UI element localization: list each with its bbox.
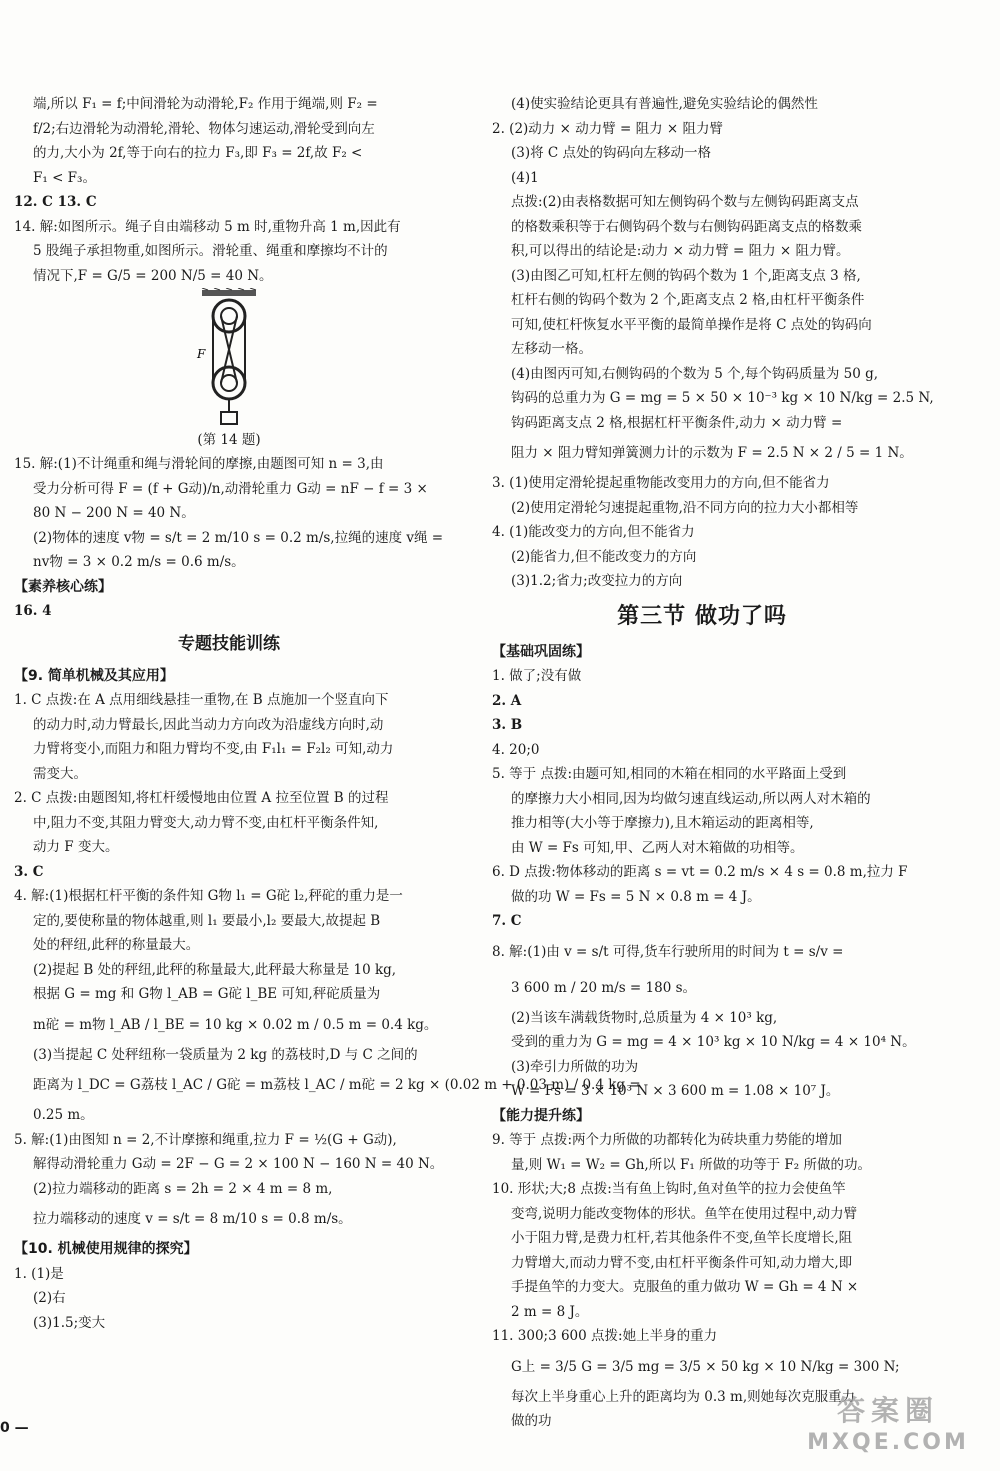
text-line: 80 N − 200 N = 40 N。: [33, 505, 195, 521]
text-line: 动力 F 变大。: [33, 839, 119, 855]
text-line: 积,可以得出的结论是:动力 × 动力臂 = 阻力 × 阻力臂。: [511, 243, 850, 259]
text-line: 量,则 W₁ = W₂ = Gh,所以 F₁ 所做的功等于 F₂ 所做的功。: [511, 1156, 871, 1173]
text-line: 中,阻力不变,其阻力臂变大,动力臂不变,由杠杆平衡条件知,: [33, 814, 379, 831]
text-line: 11. 300;3 600 点拨:她上半身的重力: [492, 1328, 718, 1344]
right-column: [492, 92, 934, 1434]
text-line: (2)当该车满载货物时,总质量为 4 × 10³ kg,: [511, 1009, 778, 1026]
text-line: 3. C: [14, 863, 44, 880]
text-line: 做的功: [511, 1413, 552, 1429]
text-line: 2. C 点拨:由题图知,将杠杆缓慢地由位置 A 拉至位置 B 的过程: [14, 790, 389, 806]
section-heading: 【9. 简单机械及其应用】: [14, 667, 174, 684]
text-line: (2)提起 B 处的秤纽,此秤的称量最大,此秤最大称量是 10 kg,: [33, 961, 397, 978]
text-line: 解得动滑轮重力 G动 = 2F − G = 2 × 100 N − 160 N = 40 N。: [33, 1156, 444, 1172]
text-line: 推力相等(大小等于摩擦力),且木箱运动的距离相等,: [511, 815, 814, 831]
text-line: 钩码距离支点 2 格,根据杠杆平衡条件,动力 × 动力臂 =: [511, 414, 843, 431]
text-line: 拉力端移动的速度 v = s/t = 8 m/10 s = 0.8 m/s。: [33, 1211, 352, 1227]
text-line: 7. C: [492, 913, 522, 929]
text-line: 4. 20;0: [492, 741, 540, 758]
watermark-text-cn: 答案圈: [836, 1394, 939, 1427]
text-line: (4)1: [511, 169, 539, 186]
text-line: F₁ < F₃。: [33, 169, 96, 186]
text-line: 受力分析可得 F = (f + G动)/n,动滑轮重力 G动 = nF − f = 3 ×: [33, 480, 428, 497]
text-line: 1. C 点拨:在 A 点用细线悬挂一重物,在 B 点施加一个竖直向下: [14, 692, 389, 708]
text-line: 3 600 m / 20 m/s = 180 s。: [511, 979, 696, 996]
text-line: 4. 解:(1)根据杠杆平衡的条件知 G物 l₁ = G砣 l₂,秤砣的重力是一: [14, 888, 403, 904]
text-line: 14. 解:如图所示。绳子自由端移动 5 m 时,重物升高 1 m,因此有: [14, 218, 401, 235]
text-line: (2)拉力端移动的距离 s = 2h = 2 × 4 m = 8 m,: [33, 1180, 333, 1197]
text-line: 小于阻力臂,是费力杠杆,若其他条件不变,鱼竿长度增长,阻: [511, 1230, 853, 1246]
text-line: 需变大。: [33, 765, 87, 782]
chapter-title: 第三节 做功了吗: [617, 603, 787, 629]
section-heading: 【素养核心练】: [14, 578, 112, 595]
text-line: 钩码的总重力为 G = mg = 5 × 50 × 10⁻³ kg × 10 N/kg = 2.5 N,: [511, 390, 934, 406]
text-line: 3. (1)使用定滑轮提起重物能改变用力的方向,但不能省力: [492, 475, 830, 491]
text-line: 4. (1)能改变力的方向,但不能省力: [492, 524, 695, 540]
watermark-text-url: MXQE.COM: [807, 1430, 969, 1455]
text-line: 1. (1)是: [14, 1265, 64, 1282]
text-line: 点拨:(2)由表格数据可知左侧钩码个数与左侧钩码距离支点: [511, 194, 859, 210]
text-line: 10. 形状;大;8 点拨:当有鱼上钩时,鱼对鱼竿的拉力会使鱼竿: [492, 1181, 846, 1197]
text-line: (4)由图丙可知,右侧钩码的个数为 5 个,每个钩码质量为 50 g,: [511, 365, 879, 382]
section-title: 专题技能训练: [178, 633, 280, 654]
text-line: (3)将 C 点处的钩码向左移动一格: [511, 145, 712, 161]
text-line: 3. B: [492, 717, 523, 733]
text-line: 2. (2)动力 × 动力臂 = 阻力 × 阻力臂: [492, 120, 723, 137]
text-line: 距离为 l_DC = G荔枝 l_AC / G砣 = m荔枝 l_AC / m砣 = 2 kg × (0.02 m + 0.03 m) / 0.4 kg =: [33, 1077, 641, 1093]
text-line: 5. 解:(1)由图知 n = 2,不计摩擦和绳重,拉力 F = ½(G + G动),: [14, 1131, 397, 1148]
text-line: 的摩擦力大小相同,因为均做匀速直线运动,所以两人对木箱的: [511, 790, 871, 807]
text-line: m砣 = m物 l_AB / l_BE = 10 kg × 0.02 m / 0.5 m = 0.4 kg。: [33, 1016, 438, 1033]
page-number-text: 0: [0, 1420, 10, 1436]
text-line: 1. 做了;没有做: [492, 668, 582, 684]
text-line: 每次上半身重心上升的距离均为 0.3 m,则她每次克服重力: [511, 1388, 856, 1405]
text-line: 由 W = Fs 可知,甲、乙两人对木箱做的功相等。: [511, 839, 804, 856]
text-line: 的力,大小为 2f,等于向右的拉力 F₃,即 F₃ = 2f,故 F₂ <: [33, 145, 363, 161]
text-line: 16. 4: [14, 603, 52, 619]
text-line: W = Fs = 3 × 10³ N × 3 600 m = 1.08 × 10⁷ J。: [511, 1083, 840, 1099]
text-line: 处的秤纽,此秤的称量最大。: [33, 937, 200, 953]
section-heading: 【10. 机械使用规律的探究】: [14, 1241, 198, 1257]
text-line: (2)能省力,但不能改变力的方向: [511, 548, 697, 565]
text-line: 变弯,说明力能改变物体的形状。鱼竿在使用过程中,动力臂: [511, 1205, 858, 1222]
text-line: 9. 等于 点拨:两个力所做的功都转化为砖块重力势能的增加: [492, 1132, 843, 1148]
text-line: (2)使用定滑轮匀速提起重物,沿不同方向的拉力大小都相等: [511, 499, 859, 516]
text-line: 8. 解:(1)由 v = s/t 可得,货车行驶所用的时间为 t = s/v =: [492, 943, 844, 960]
page-number: 0 —: [0, 1420, 29, 1436]
text-line: 做的功 W = Fs = 5 N × 0.8 m = 4 J。: [511, 888, 761, 905]
section-heading: 【基础巩固练】: [492, 643, 590, 660]
text-line: (2)右: [33, 1290, 66, 1306]
text-line: f/2;右边滑轮为动滑轮,滑轮、物体匀速运动,滑轮受到向左: [33, 120, 375, 137]
text-line: 6. D 点拨:物体移动的距离 s = vt = 0.2 m/s × 4 s = 0.8 m,拉力 F: [492, 864, 908, 880]
text-line: (3)由图乙可知,杠杆左侧的钩码个数为 1 个,距离支点 3 格,: [511, 267, 861, 284]
text-line: (4)使实验结论更具有普遍性,避免实验结论的偶然性: [511, 96, 818, 112]
text-line: 12. C 13. C: [14, 194, 97, 210]
figure-caption: (第 14 题): [197, 432, 261, 448]
text-line: nv物 = 3 × 0.2 m/s = 0.6 m/s。: [33, 554, 245, 570]
text-line: 左移动一格。: [511, 341, 592, 357]
text-line: 15. 解:(1)不计绳重和绳与滑轮间的摩擦,由题图可知 n = 3,由: [14, 456, 384, 472]
text-line: 端,所以 F₁ = f;中间滑轮为动滑轮,F₂ 作用于绳端,则 F₂ =: [33, 96, 378, 112]
text-line: 定的,要使称量的物体越重,则 l₁ 要最小,l₂ 要最大,故提起 B: [33, 912, 381, 929]
text-line: 5 股绳子承担物重,如图所示。滑轮重、绳重和摩擦均不计的: [33, 243, 388, 259]
text-line: 0.25 m。: [33, 1107, 94, 1123]
text-line: 的格数乘积等于右侧钩码个数与右侧钩码距离支点的格数乘: [511, 218, 862, 235]
text-line: 力臂增大,而动力臂不变,由杠杆平衡条件可知,动力增大,即: [511, 1254, 853, 1271]
text-line: 杠杆右侧的钩码个数为 2 个,距离支点 2 格,由杠杆平衡条件: [511, 292, 865, 308]
text-line: 的动力时,动力臂最长,因此当动力方向改为沿虚线方向时,动: [33, 716, 384, 733]
svg-text:F: F: [197, 347, 206, 361]
text-line: (3)当提起 C 处秤纽称一袋质量为 2 kg 的荔枝时,D 与 C 之间的: [33, 1046, 418, 1063]
text-line: 2. A: [492, 692, 522, 709]
text-line: 受到的重力为 G = mg = 4 × 10³ kg × 10 N/kg = 4 × 10⁴ N。: [511, 1034, 916, 1050]
text-line: (3)1.2;省力;改变拉力的方向: [511, 573, 683, 589]
text-line: 手提鱼竿的力变大。克服鱼的重力做功 W = Gh = 4 N ×: [511, 1279, 859, 1295]
text-line: 情况下,F = G/5 = 200 N/5 = 40 N。: [33, 267, 273, 284]
text-line: 根据 G = mg 和 G物 l_AB = G砣 l_BE 可知,秤砣质量为: [33, 986, 381, 1002]
text-line: 2 m = 8 J。: [511, 1303, 589, 1320]
text-line: 力臂将变小,而阻力和阻力臂均不变,由 F₁l₁ = F₂l₂ 可知,动力: [33, 741, 394, 757]
figure-block: [14, 288, 444, 452]
section-heading: 【能力提升练】: [492, 1107, 590, 1124]
text-line: G上 = 3/5 G = 3/5 mg = 3/5 × 50 kg × 10 N/kg = 300 N;: [511, 1358, 900, 1375]
text-line: 5. 等于 点拨:由题可知,相同的木箱在相同的水平路面上受到: [492, 766, 847, 782]
text-line: (2)物体的速度 v物 = s/t = 2 m/10 s = 0.2 m/s,拉绳的速度 v绳 =: [33, 529, 444, 546]
watermark-logo: [788, 1393, 988, 1463]
text-line: 阻力 × 阻力臂知弹簧测力计的示数为 F = 2.5 N × 2 / 5 = 1 N。: [511, 445, 913, 461]
text-line: 可知,使杠杆恢复水平平衡的最简单操作是将 C 点处的钩码向: [511, 316, 872, 333]
text-line: (3)1.5;变大: [33, 1314, 106, 1331]
pulley-diagram: [194, 288, 264, 428]
text-line: (3)牵引力所做的功为: [511, 1058, 639, 1075]
